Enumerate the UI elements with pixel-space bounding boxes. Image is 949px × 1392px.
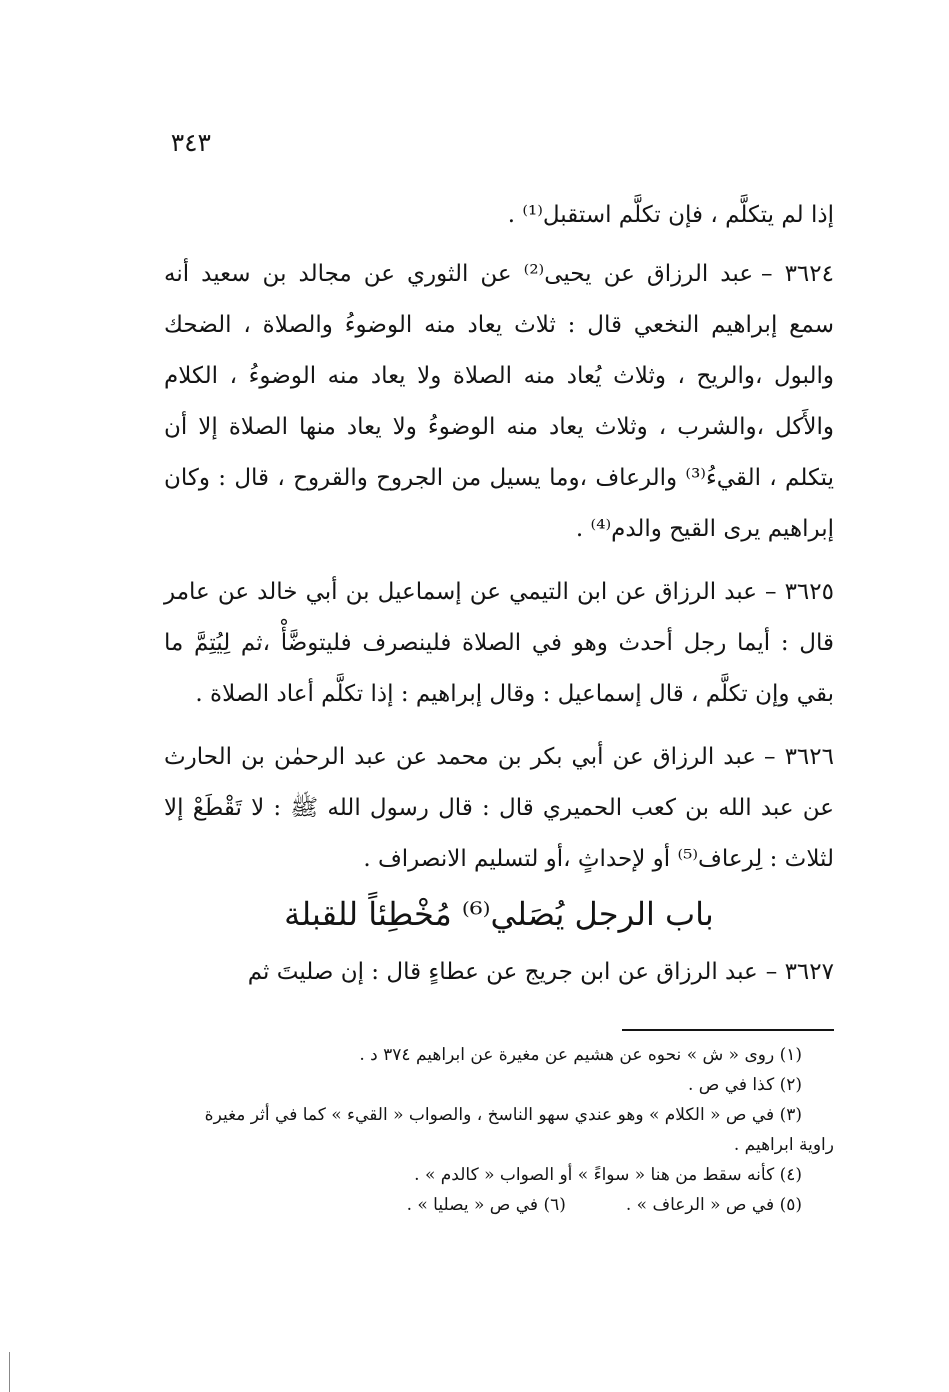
hadith-text: عبد الرزاق عن ابن جريج عن عطاءٍ قال : إن صليتَ ثم <box>247 959 758 985</box>
chapter-heading: باب الرجل يُصَلي⁽⁶⁾ مُخْطِئاً للقبلة <box>284 895 714 933</box>
footnote-divider <box>622 1029 834 1031</box>
footnote-row-5-6 <box>164 1190 834 1220</box>
hadith-text: عبد الرزاق عن ابن التيمي عن إسماعيل بن أبي خالد عن عامر قال : أيما رجل أحدث وهو في الصلاة فلينصرف فليتوضَّأْ ،ثم لِيُتِمَّ ما بقي وإن تكلَّم ، قال إسماعيل : وقال إبراهيم : إذا تكلَّم أعاد الصلاة . <box>164 579 834 707</box>
footnote-1: (١) روى « ش » نحوه عن هشيم عن مغيرة عن ابراهيم ٣٧٤ د . <box>359 1045 802 1065</box>
hadith-number: ٣٦٢٤ – <box>761 261 834 287</box>
paragraph-continuation: إذا لم يتكلَّم ، فإن تكلَّم استقبل⁽¹⁾ . <box>507 202 834 228</box>
footnotes <box>164 1040 834 1220</box>
hadith-3627 <box>164 947 834 998</box>
footnote-3: (٣) في ص « الكلام » وهو عندي سهو الناسخ ، والصواب « القيء » كما في أثر مغيرة <box>204 1105 802 1125</box>
page-number: ٣٤٣ <box>170 128 211 157</box>
hadith-3625 <box>164 567 834 720</box>
hadith-number: ٣٦٢٥ – <box>764 579 834 605</box>
footnote-6: (٦) في ص « يصليا » . <box>406 1195 566 1215</box>
hadith-text: عبد الرزاق عن أبي بكر بن محمد عن عبد الرحمٰن بن الحارث عن عبد الله بن كعب الحميري قال : قال رسول الله ﷺ : لا تَقْطَعْ إلا لثلاث : لِرعاف⁽⁵⁾ أو لإحداثٍ ،أو لتسليم الانصراف . <box>164 744 834 872</box>
hadith-text: عبد الرزاق عن يحيى⁽²⁾ عن الثوري عن مجالد بن سعيد أنه سمع إبراهيم النخعي قال : ثلاث يعاد منه الوضوءُ والصلاة ، الضحك والبول ،والريح ، وثلاث يُعاد منه الصلاة ولا يعاد منه الوضوءُ ، الكلام والأَكل ،والشرب ، وثلاث يعاد منه الوضوءُ ولا يعاد منها الصلاة إلا أن يتكلم ، القيءُ⁽³⁾ والرعاف ،وما يسيل من الجروح والقروح ، قال : وكان إبراهيم يرى القيح والدم⁽⁴⁾ . <box>164 261 834 542</box>
footnote-3-continuation: راوية ابراهيم . <box>733 1135 834 1155</box>
footnote-2: (٢) كذا في ص . <box>687 1075 802 1095</box>
hadith-number: ٣٦٢٧ – <box>765 959 834 985</box>
main-text <box>164 190 834 1010</box>
footnote-5: (٥) في ص « الرعاف » . <box>625 1195 802 1215</box>
hadith-number: ٣٦٢٦ – <box>764 744 834 770</box>
hadith-3624 <box>164 249 834 555</box>
hadith-3626 <box>164 732 834 885</box>
scan-edge-mark <box>9 1352 10 1392</box>
footnote-4: (٤) كأنه سقط من هنا « سواءً » أو الصواب « كالدم » . <box>414 1165 802 1185</box>
